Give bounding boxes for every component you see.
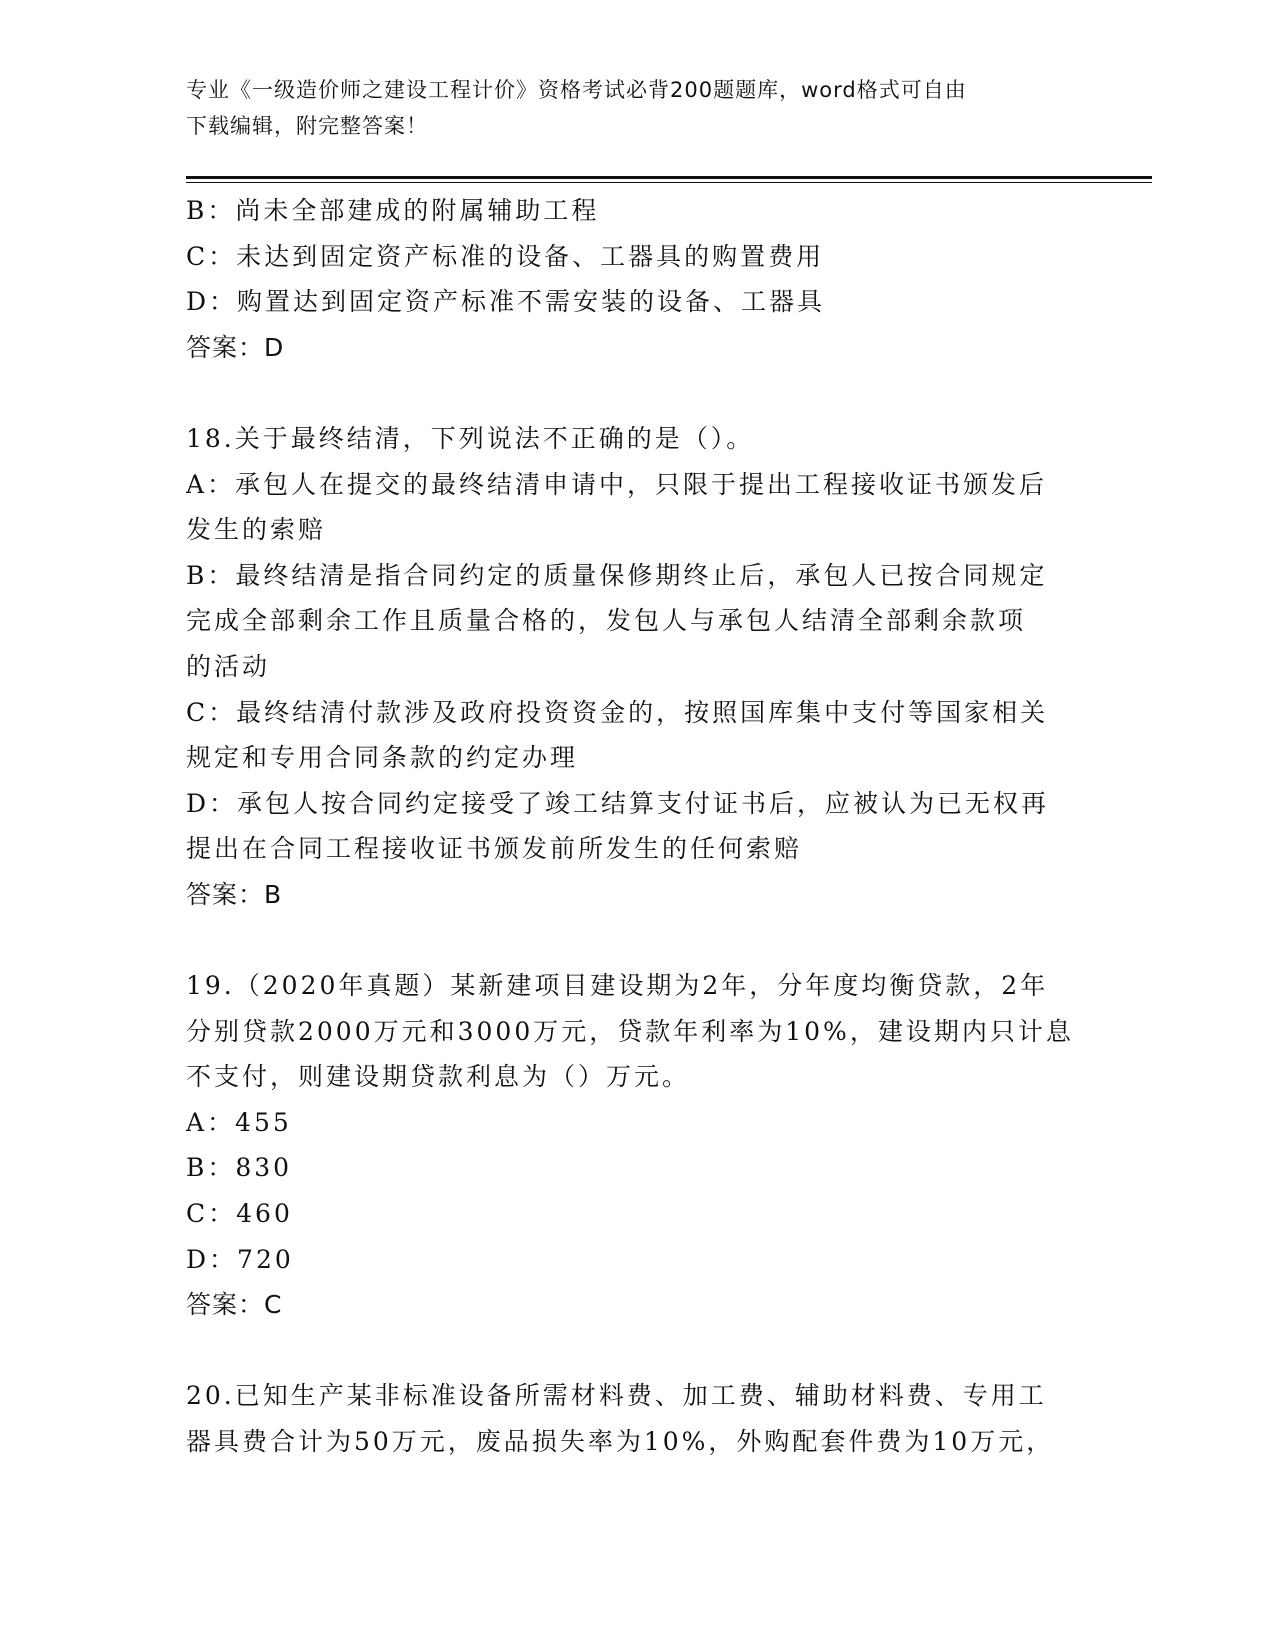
q19-stem-line-3: 不支付，则建设期贷款利息为（）万元。 <box>186 1062 691 1092</box>
header-divider-thick <box>186 176 1152 179</box>
q19-stem-line-2: 分别贷款2000万元和3000万元，贷款年利率为10%，建设期内只计息 <box>186 1016 1074 1046</box>
q19-option-c: C：460 <box>186 1199 293 1229</box>
q18-option-b-line-1: B：最终结清是指合同约定的质量保修期终止后，承包人已按合同规定 <box>186 560 1048 590</box>
q17-answer: 答案：D <box>186 332 285 362</box>
q18-option-b-line-2: 完成全部剩余工作且质量合格的，发包人与承包人结清全部剩余款项 <box>186 606 1027 636</box>
q18-option-d-line-1: D：承包人按合同约定接受了竣工结算支付证书后，应被认为已无权再 <box>186 788 1050 818</box>
q20-stem-line-1: 20.已知生产某非标准设备所需材料费、加工费、辅助材料费、专用工 <box>186 1381 1047 1411</box>
page-header <box>186 72 1086 144</box>
question-19 <box>186 963 1086 1328</box>
header-divider-thin <box>186 182 1152 183</box>
question-content <box>186 188 1086 1465</box>
q18-option-a-line-2: 发生的索赔 <box>186 515 327 545</box>
q18-option-d-line-2: 提出在合同工程接收证书颁发前所发生的任何索赔 <box>186 834 803 864</box>
q19-option-d: D：720 <box>186 1244 294 1274</box>
header-line-1: 专业《一级造价师之建设工程计价》资格考试必背200题题库，word格式可自由 <box>186 78 967 102</box>
q18-option-c-line-2: 规定和专用合同条款的约定办理 <box>186 743 579 773</box>
q18-option-a-line-1: A：承包人在提交的最终结清申请中，只限于提出工程接收证书颁发后 <box>186 469 1048 499</box>
q19-option-a: A：455 <box>186 1107 292 1137</box>
q17-option-d: D：购置达到固定资产标准不需安装的设备、工器具 <box>186 287 826 317</box>
question-17 <box>186 188 1086 370</box>
header-line-2: 下载编辑，附完整答案！ <box>186 114 428 138</box>
q18-option-b-line-3: 的活动 <box>186 651 271 681</box>
spacer <box>186 370 1086 416</box>
q18-option-c-line-1: C：最终结清付款涉及政府投资资金的，按照国库集中支付等国家相关 <box>186 697 1049 727</box>
q19-stem-line-1: 19.（2020年真题）某新建项目建设期为2年，分年度均衡贷款，2年 <box>186 971 1049 1001</box>
question-18 <box>186 416 1086 918</box>
q18-stem: 18.关于最终结清，下列说法不正确的是（）。 <box>186 423 755 453</box>
q19-option-b: B：830 <box>186 1153 293 1183</box>
q17-option-b: B：尚未全部建成的附属辅助工程 <box>186 196 600 225</box>
spacer <box>186 918 1086 964</box>
spacer <box>186 1328 1086 1374</box>
q19-answer: 答案：C <box>186 1290 283 1320</box>
q17-option-c: C：未达到固定资产标准的设备、工器具的购置费用 <box>186 241 825 271</box>
question-20 <box>186 1373 1086 1464</box>
q18-answer: 答案：B <box>186 879 283 909</box>
q20-stem-line-2: 器具费合计为50万元，废品损失率为10%，外购配套件费为10万元， <box>186 1427 1055 1457</box>
